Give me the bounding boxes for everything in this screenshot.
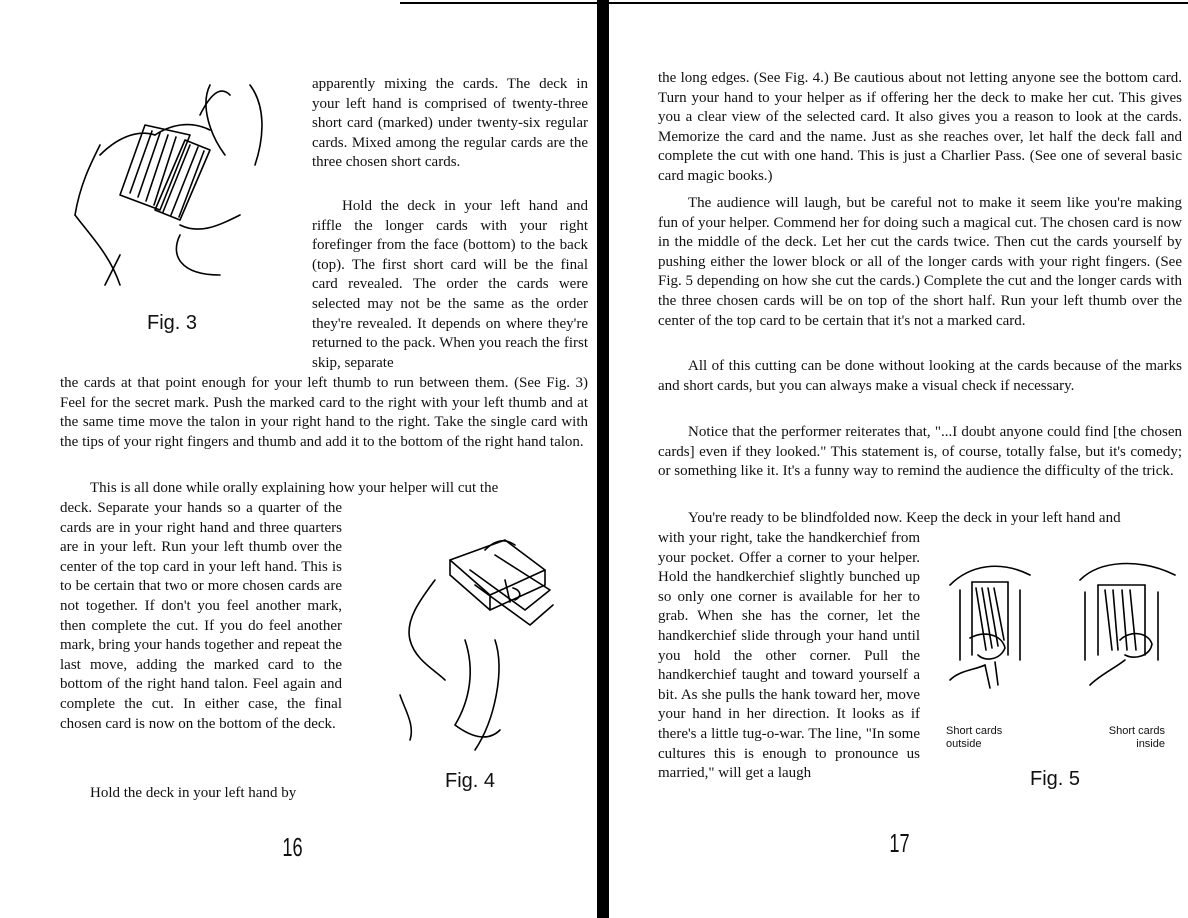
- right-para-2: The audience will laugh, but be careful not to make it seem like you're making fun of your helper. Commend her for doing such a magical cut. The chosen card is now in the middle of the deck. Let her cut the cards twice. Then cut the cards yourself by pushing either the lower block or all of the longer cards with your right fingers. (See Fig. 5 depending on how she cut the cards.) Complete the cut and the longer cards with the three chosen cards will be on top of the short half. Run your left thumb over the center of the top card to be certain that it's not a marked card.: [658, 195, 1182, 329]
- left-last-line: Hold the deck in your left hand by: [90, 785, 297, 801]
- left-lower-column-text: deck. Separate your hands so a quarter of the cards are in your right hand and three quarters are in your left. Run your left thumb over the center of the top card in your left hand. This is to be certain that two or more chosen cards are not together. If don't you feel another mark, then complete the cut. If you do feel another mark, bring your hands together and repeat the last move, adding the marked card to the bottom of the right hand talon. Feel again and complete the cut. In either case, the final chosen card is now on the bottom of the deck.: [60, 500, 342, 732]
- right-para-5-column: with your right, take the handkerchief from your pocket. Offer a corner to your helper. Hold the handkerchief slightly bunched up so only one corner is available for her to grab. When she has the corner, let the handkerchief slide through your hand until you hold the other corner. Pull the handkerchief taught and toward yourself a bit. As she pulls the hank toward her, move your hand in her direction. It looks as if there's a little tug-o-war. The line, "In some cultures this is enough to pronounce us married," will get a laugh: [658, 530, 920, 782]
- fig3-illustration: [60, 75, 280, 295]
- left-column-top-text: apparently mixing the cards. The deck in your left hand is comprised of twenty-three short card (marked) under twenty-six regular cards. Mixed among the regular cards are the three chosen short cards.: [312, 76, 588, 171]
- left-column-para2: Hold the deck in your left hand and riffle the longer cards with your right forefinger from the face (bottom) to the back (top). The first short card will be the final card revealed. The order the cards were selected may not be the same as the order they're revealed. It depends on where they're returned to the pack. When you reach the first skip, separate: [312, 198, 588, 371]
- right-para-4: Notice that the performer reiterates that, "...I doubt anyone could find [the chosen cards] even if they looked." This statement is, of course, totally false, but it's comedy; or something like it. It's a funny way to remind the audience the difficulty of the trick.: [658, 424, 1182, 480]
- right-para-3: All of this cutting can be done without looking at the cards because of the marks and short cards, but you can always make a visual check if necessary.: [658, 358, 1182, 394]
- fig4-caption: Fig. 4: [445, 770, 496, 792]
- right-page: [610, 0, 1188, 918]
- fig3-caption: Fig. 3: [147, 312, 198, 334]
- fig5-right-illustration: [1070, 560, 1180, 695]
- page-number-right: 17: [889, 828, 910, 858]
- fig5-right-label: Short cards inside: [1108, 725, 1165, 750]
- fig5-caption: Fig. 5: [1030, 768, 1081, 790]
- page-number-left: 16: [282, 832, 303, 862]
- left-full-width-paragraph: the cards at that point enough for your left thumb to run between them. (See Fig. 3) Feel for the secret mark. Push the marked card to the right with your left thumb and at the same time move the talon in your right hand to the right. Take the single card with the tips of your right fingers and thumb and add it to the bottom of the right hand talon.: [60, 375, 588, 450]
- fig5-left-illustration: [940, 560, 1040, 695]
- fig5-left-label: Short cards outside: [946, 725, 1003, 750]
- fig4-illustration: [395, 530, 570, 755]
- right-para-1: the long edges. (See Fig. 4.) Be cautious about not letting anyone see the bottom card. Turn your hand to your helper as if offering her the deck to make her cut. This gives you a clear view of the selected card. It also gives you a reason to look at the cards. Memorize the card and the name. Just as she reaches over, let half the deck fall and complete the cut with one hand. This is just a Charlier Pass. (See one of several basic card magic books.): [658, 70, 1182, 184]
- left-full-width-line: This is all done while orally explaining how your helper will cut the: [90, 480, 499, 496]
- right-para-5-line: You're ready to be blindfolded now. Keep the deck in your left hand and: [688, 510, 1121, 526]
